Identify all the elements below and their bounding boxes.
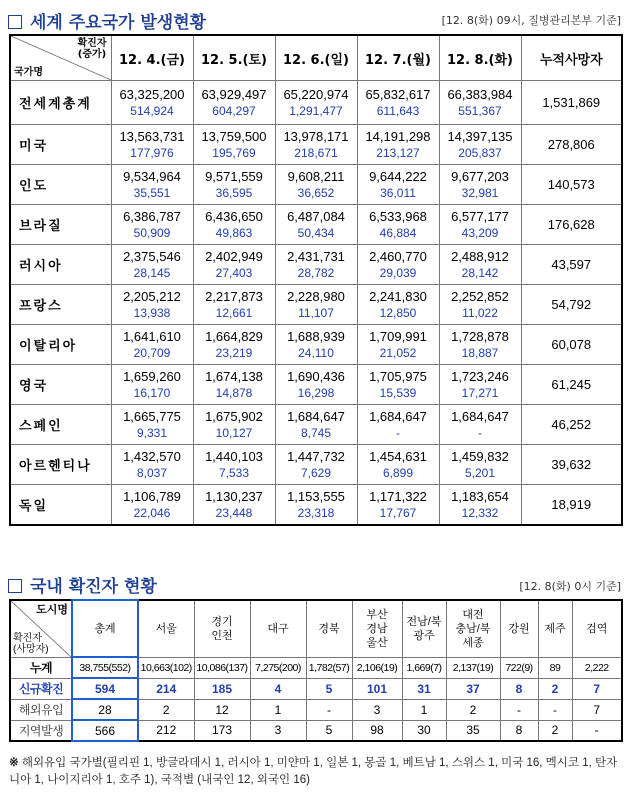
- table-row: [10, 165, 622, 205]
- cum-deaths: 60,078: [521, 325, 622, 365]
- total-cases: 9,534,964: [123, 169, 181, 184]
- new-cases: 23,318: [297, 505, 335, 520]
- new-cases: 36,595: [215, 186, 253, 200]
- country-name: 이탈리아: [10, 325, 111, 365]
- date-header: 12. 4.(금): [111, 35, 193, 81]
- region-value: 4: [250, 678, 306, 699]
- case-cell: [193, 125, 275, 165]
- new-cases: 36,011: [380, 186, 416, 200]
- new-cases: 28,145: [133, 266, 171, 280]
- world-cases-table: [9, 34, 623, 526]
- row-label: 누계: [10, 657, 72, 678]
- table-row: [10, 325, 622, 365]
- region-value: 7: [572, 699, 622, 720]
- case-cell: [275, 165, 357, 205]
- region-value: 214: [138, 678, 194, 699]
- region-value: 2,106(19): [352, 657, 402, 678]
- new-cases: 28,782: [297, 266, 335, 280]
- region-header: 총계: [72, 600, 138, 657]
- new-cases: 23,448: [215, 505, 253, 520]
- case-cell: [439, 485, 521, 525]
- region-value: 1,782(57): [306, 657, 352, 678]
- region-value: 594: [72, 678, 138, 699]
- region-value: 10,663(102): [138, 657, 194, 678]
- table-row: [10, 699, 622, 720]
- world-table-header: [10, 35, 622, 81]
- corner-top-label: 도시명: [36, 604, 68, 616]
- case-cell: [193, 205, 275, 245]
- row-label: 지역발생: [10, 720, 72, 741]
- region-header: 검역: [572, 600, 622, 657]
- region-value: 1,669(7): [402, 657, 446, 678]
- total-cases: 63,929,497: [201, 87, 267, 102]
- region-header: 경북: [306, 600, 352, 657]
- table-row: [10, 245, 622, 285]
- cum-deaths: 176,628: [521, 205, 622, 245]
- case-cell: [193, 81, 275, 125]
- country-name: 미국: [10, 125, 111, 165]
- total-cases: 2,252,852: [451, 289, 509, 304]
- total-cases: 1,728,878: [451, 329, 509, 344]
- case-cell: [439, 285, 521, 325]
- total-cases: 1,641,610: [123, 329, 181, 344]
- new-cases: 218,671: [294, 146, 338, 160]
- total-cases: 9,644,222: [369, 169, 427, 184]
- case-cell: [357, 485, 439, 525]
- domestic-table-header: [10, 600, 622, 657]
- region-value: -: [306, 699, 352, 720]
- total-cases: 1,183,654: [451, 488, 509, 504]
- case-cell: [275, 405, 357, 445]
- new-cases: 20,709: [133, 346, 171, 360]
- new-cases: 8,037: [136, 466, 168, 480]
- case-cell: [439, 205, 521, 245]
- total-cases: 2,460,770: [369, 249, 427, 264]
- new-cases: 32,981: [461, 186, 499, 200]
- region-value: 2: [446, 699, 500, 720]
- table-row: [10, 365, 622, 405]
- case-cell: [193, 245, 275, 285]
- total-cases: 1,664,829: [205, 329, 263, 344]
- region-value: 566: [72, 720, 138, 741]
- case-cell: [111, 125, 193, 165]
- section2-title-text: 국내 확진자 현황: [30, 577, 157, 597]
- region-value: 31: [402, 678, 446, 699]
- region-value: 1: [402, 699, 446, 720]
- new-cases: 514,924: [130, 104, 174, 118]
- total-cases: 1,674,138: [205, 369, 263, 384]
- new-cases: 15,539: [379, 386, 417, 400]
- case-cell: [357, 445, 439, 485]
- total-cases: 2,217,873: [205, 289, 263, 304]
- section2-title: [8, 572, 157, 597]
- cum-deaths: 278,806: [521, 125, 622, 165]
- region-value: 89: [538, 657, 572, 678]
- region-value: 7: [572, 678, 622, 699]
- country-name: 브라질: [10, 205, 111, 245]
- total-cases: 1,432,570: [123, 449, 181, 464]
- table-row: [10, 720, 622, 741]
- region-value: 12: [194, 699, 250, 720]
- case-cell: [275, 365, 357, 405]
- total-cases: 1,665,775: [123, 409, 181, 424]
- region-header: 대구: [250, 600, 306, 657]
- case-cell: [357, 205, 439, 245]
- total-cases: 13,978,171: [283, 129, 349, 144]
- date-header: 12. 7.(월): [357, 35, 439, 81]
- region-value: 37: [446, 678, 500, 699]
- region-header: 부산 경남 울산: [352, 600, 402, 657]
- cum-deaths: 18,919: [521, 485, 622, 525]
- case-cell: [111, 285, 193, 325]
- new-cases: 50,434: [297, 226, 335, 240]
- case-cell: [275, 325, 357, 365]
- cum-deaths: 1,531,869: [521, 81, 622, 125]
- total-cases: 1,684,647: [451, 409, 509, 424]
- new-cases: 205,837: [458, 146, 502, 160]
- total-cases: 1,659,260: [123, 369, 181, 384]
- case-cell: [111, 245, 193, 285]
- new-cases: 7,629: [300, 466, 332, 480]
- case-cell: [111, 365, 193, 405]
- table-row: [10, 405, 622, 445]
- new-cases: 5,201: [464, 466, 496, 480]
- total-cases: 1,440,103: [205, 449, 263, 464]
- case-cell: [439, 365, 521, 405]
- date-header: 12. 8.(화): [439, 35, 521, 81]
- total-cases: 65,220,974: [283, 87, 349, 102]
- region-value: 2: [538, 678, 572, 699]
- region-value: 3: [352, 699, 402, 720]
- case-cell: [193, 285, 275, 325]
- region-header: 전남/북 광주: [402, 600, 446, 657]
- date-header: 12. 6.(일): [275, 35, 357, 81]
- table-row: [10, 285, 622, 325]
- region-value: 2,137(19): [446, 657, 500, 678]
- section1-title-text: 세계 주요국가 발생현황: [30, 13, 207, 33]
- table-row: [10, 678, 622, 699]
- region-value: 173: [194, 720, 250, 741]
- total-cases: 1,705,975: [369, 369, 427, 384]
- new-cases: 13,938: [133, 306, 171, 320]
- new-cases: 7,533: [218, 466, 250, 480]
- cum-deaths: 61,245: [521, 365, 622, 405]
- case-cell: [357, 365, 439, 405]
- case-cell: [439, 405, 521, 445]
- corner-top-sub-label: (증가): [77, 49, 107, 60]
- region-value: 722(9): [500, 657, 538, 678]
- new-cases: 18,887: [461, 346, 499, 360]
- total-cases: 1,684,647: [287, 409, 345, 424]
- region-value: -: [500, 699, 538, 720]
- row-label: 해외유입: [10, 699, 72, 720]
- total-cases: 2,375,546: [123, 249, 181, 264]
- new-cases: 8,745: [300, 426, 332, 440]
- new-cases: 29,039: [379, 266, 417, 280]
- case-cell: [357, 125, 439, 165]
- total-cases: 1,709,991: [369, 329, 427, 344]
- country-name: 아르헨티나: [10, 445, 111, 485]
- cum-deaths-header: 누적사망자: [521, 35, 622, 81]
- case-cell: [275, 81, 357, 125]
- footnote: [9, 755, 621, 789]
- case-cell: [357, 81, 439, 125]
- region-header: 제주: [538, 600, 572, 657]
- region-header: 서울: [138, 600, 194, 657]
- new-cases: 177,976: [130, 146, 174, 160]
- total-cases: 6,386,787: [123, 209, 181, 224]
- region-header: 경기 인천: [194, 600, 250, 657]
- new-cases: 195,769: [212, 146, 256, 160]
- total-cases: 1,459,832: [451, 449, 509, 464]
- total-cases: 9,571,559: [205, 169, 263, 184]
- country-name: 전세계총계: [10, 81, 111, 125]
- case-cell: [275, 445, 357, 485]
- cum-deaths: 43,597: [521, 245, 622, 285]
- total-cases: 1,447,732: [287, 449, 345, 464]
- total-cases: 1,130,237: [205, 488, 263, 504]
- total-cases: 2,402,949: [205, 249, 263, 264]
- new-cases: 43,209: [461, 226, 499, 240]
- case-cell: [275, 205, 357, 245]
- total-cases: 66,383,984: [447, 87, 513, 102]
- region-header: 강원: [500, 600, 538, 657]
- new-cases: 50,909: [133, 226, 171, 240]
- case-cell: [111, 485, 193, 525]
- footnote-mark: ※: [9, 757, 19, 769]
- new-cases: 11,022: [462, 306, 498, 320]
- region-value: 5: [306, 720, 352, 741]
- total-cases: 1,688,939: [287, 329, 345, 344]
- total-cases: 2,205,212: [123, 289, 181, 304]
- total-cases: 1,675,902: [205, 409, 263, 424]
- table-row: [10, 81, 622, 125]
- total-cases: 1,171,322: [369, 488, 427, 504]
- case-cell: [275, 245, 357, 285]
- region-value: 8: [500, 678, 538, 699]
- domestic-cases-table: [9, 599, 623, 742]
- region-value: 101: [352, 678, 402, 699]
- country-name: 영국: [10, 365, 111, 405]
- table-row: [10, 657, 622, 678]
- section2-date-note: [12. 8(화) 0시 기준]: [519, 580, 621, 593]
- case-cell: [193, 405, 275, 445]
- region-value: -: [538, 699, 572, 720]
- region-value: 2: [138, 699, 194, 720]
- total-cases: 9,608,211: [287, 169, 345, 184]
- region-value: 28: [72, 699, 138, 720]
- total-cases: 6,436,650: [205, 209, 263, 224]
- table-row: [10, 445, 622, 485]
- new-cases: 27,403: [215, 266, 253, 280]
- new-cases: 611,643: [376, 104, 420, 118]
- cum-deaths: 54,792: [521, 285, 622, 325]
- new-cases: 21,052: [379, 346, 417, 360]
- corner-bottom-label: 확진자 (사망자): [13, 632, 49, 655]
- case-cell: [439, 81, 521, 125]
- region-value: 38,755(552): [72, 657, 138, 678]
- total-cases: 13,563,731: [119, 129, 185, 144]
- total-cases: 1,106,789: [123, 488, 181, 504]
- total-cases: 6,533,968: [369, 209, 427, 224]
- case-cell: [193, 165, 275, 205]
- case-cell: [193, 365, 275, 405]
- new-cases: 17,271: [461, 386, 499, 400]
- new-cases: 10,127: [215, 426, 253, 440]
- footnote-text: 해외유입 국가별(필리핀 1, 방글라데시 1, 러시아 1, 미얀마 1, 일본 1, 몽골 1, 베트남 1, 스위스 1, 미국 16, 멕시코 1, 탄자니아 1, 나이지리아 1, 호주 1), 국적별 (내국인 12, 외국인 16): [9, 757, 618, 786]
- country-name: 프랑스: [10, 285, 111, 325]
- case-cell: [111, 165, 193, 205]
- table-row: [10, 125, 622, 165]
- corner-bottom-label: 국가명: [14, 67, 43, 78]
- case-cell: [439, 125, 521, 165]
- case-cell: [439, 445, 521, 485]
- new-cases: -: [396, 426, 400, 440]
- region-value: 3: [250, 720, 306, 741]
- country-name: 독일: [10, 485, 111, 525]
- total-cases: 1,690,436: [287, 369, 345, 384]
- case-cell: [357, 165, 439, 205]
- corner-top-label: 확진자: [77, 38, 107, 49]
- new-cases: 11,107: [298, 306, 334, 320]
- total-cases: 63,325,200: [119, 87, 185, 102]
- region-value: 5: [306, 678, 352, 699]
- case-cell: [275, 485, 357, 525]
- region-value: 98: [352, 720, 402, 741]
- new-cases: 551,367: [458, 104, 502, 118]
- table-row: [10, 205, 622, 245]
- new-cases: 28,142: [461, 266, 499, 280]
- case-cell: [275, 125, 357, 165]
- new-cases: 6,899: [382, 466, 414, 480]
- total-cases: 14,397,135: [447, 129, 513, 144]
- case-cell: [111, 325, 193, 365]
- region-value: 185: [194, 678, 250, 699]
- case-cell: [357, 245, 439, 285]
- total-cases: 6,487,084: [287, 209, 345, 224]
- case-cell: [111, 445, 193, 485]
- region-value: 212: [138, 720, 194, 741]
- new-cases: 17,767: [379, 505, 417, 520]
- new-cases: 24,110: [298, 346, 334, 360]
- total-cases: 2,488,912: [451, 249, 509, 264]
- case-cell: [111, 81, 193, 125]
- new-cases: -: [478, 426, 482, 440]
- new-cases: 16,170: [133, 386, 171, 400]
- new-cases: 49,863: [215, 226, 253, 240]
- case-cell: [275, 285, 357, 325]
- checkbox-square-icon: [8, 579, 22, 593]
- region-value: 1: [250, 699, 306, 720]
- new-cases: 1,291,477: [289, 104, 343, 118]
- new-cases: 22,046: [133, 505, 171, 520]
- new-cases: 604,297: [212, 104, 256, 118]
- cum-deaths: 140,573: [521, 165, 622, 205]
- total-cases: 2,241,830: [369, 289, 427, 304]
- total-cases: 13,759,500: [201, 129, 267, 144]
- region-value: 7,275(200): [250, 657, 306, 678]
- table-row: [10, 485, 622, 525]
- case-cell: [193, 325, 275, 365]
- new-cases: 12,661: [215, 306, 253, 320]
- case-cell: [193, 445, 275, 485]
- new-cases: 12,332: [461, 505, 499, 520]
- case-cell: [357, 405, 439, 445]
- case-cell: [357, 285, 439, 325]
- new-cases: 12,850: [379, 306, 417, 320]
- new-cases: 35,551: [133, 186, 171, 200]
- case-cell: [111, 205, 193, 245]
- checkbox-square-icon: [8, 15, 22, 29]
- country-name: 인도: [10, 165, 111, 205]
- region-value: 10,086(137): [194, 657, 250, 678]
- country-name: 스페인: [10, 405, 111, 445]
- date-header: 12. 5.(토): [193, 35, 275, 81]
- region-header: 대전 충남/북 세종: [446, 600, 500, 657]
- new-cases: 16,298: [297, 386, 335, 400]
- total-cases: 1,153,555: [287, 488, 345, 504]
- region-value: 2: [538, 720, 572, 741]
- cum-deaths: 46,252: [521, 405, 622, 445]
- total-cases: 1,723,246: [451, 369, 509, 384]
- case-cell: [439, 165, 521, 205]
- total-cases: 9,677,203: [451, 169, 509, 184]
- new-cases: 23,219: [215, 346, 253, 360]
- region-value: 2,222: [572, 657, 622, 678]
- corner-header: [10, 600, 72, 657]
- new-cases: 213,127: [376, 146, 420, 160]
- case-cell: [439, 325, 521, 365]
- section1-title: [8, 8, 206, 33]
- corner-header: [10, 35, 111, 81]
- total-cases: 1,454,631: [369, 449, 427, 464]
- country-name: 러시아: [10, 245, 111, 285]
- total-cases: 65,832,617: [365, 87, 431, 102]
- region-value: -: [572, 720, 622, 741]
- total-cases: 2,228,980: [287, 289, 345, 304]
- total-cases: 6,577,177: [451, 209, 509, 224]
- case-cell: [111, 405, 193, 445]
- case-cell: [439, 245, 521, 285]
- total-cases: 14,191,298: [365, 129, 431, 144]
- case-cell: [357, 325, 439, 365]
- region-value: 30: [402, 720, 446, 741]
- row-label: 신규확진: [10, 678, 72, 699]
- new-cases: 9,331: [136, 426, 168, 440]
- region-value: 8: [500, 720, 538, 741]
- section1-date-note: [12. 8(화) 09시, 질병관리본부 기준]: [441, 14, 621, 27]
- new-cases: 14,878: [215, 386, 253, 400]
- region-value: 35: [446, 720, 500, 741]
- new-cases: 46,884: [379, 226, 417, 240]
- total-cases: 1,684,647: [369, 409, 427, 424]
- case-cell: [193, 485, 275, 525]
- new-cases: 36,652: [297, 186, 335, 200]
- cum-deaths: 39,632: [521, 445, 622, 485]
- total-cases: 2,431,731: [287, 249, 345, 264]
